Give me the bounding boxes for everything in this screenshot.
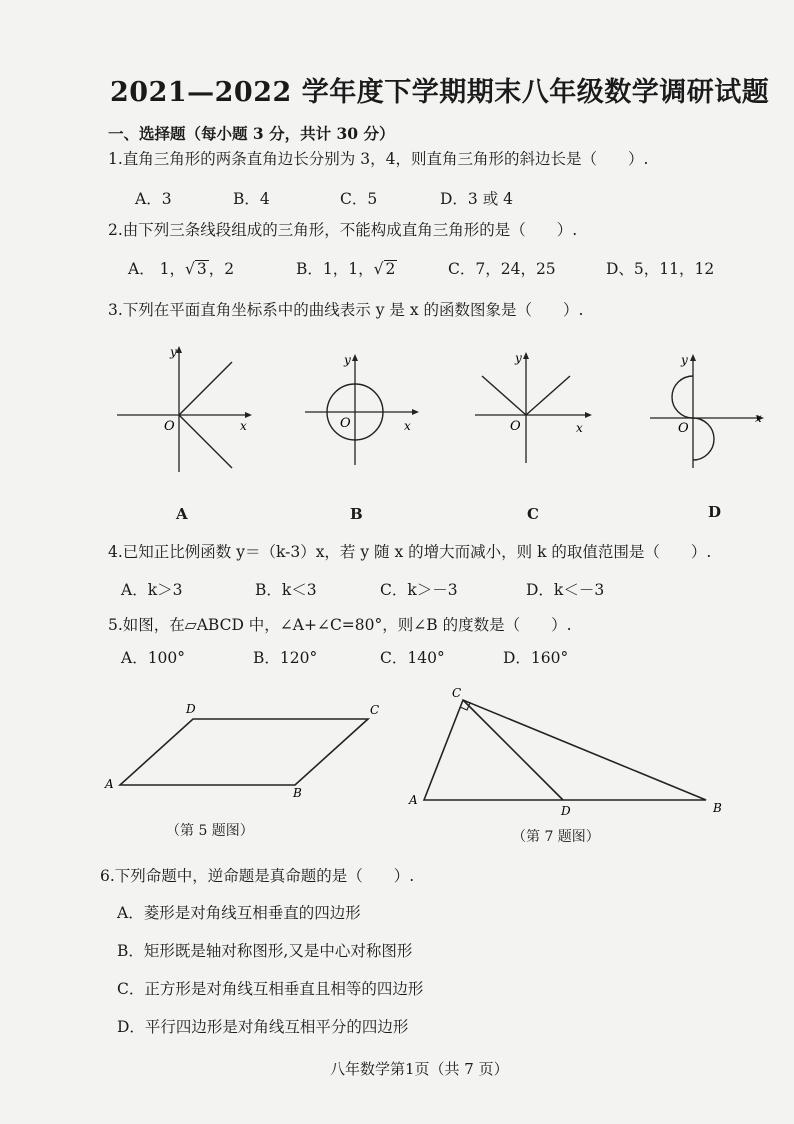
q5-option-c: C．140° [380,649,445,667]
vertex-d-label: D [561,804,571,818]
axis-x-label: x [404,419,411,433]
q4-option-d: D．k＜－3 [526,581,605,599]
origin-label: O [678,421,689,436]
axis-y-label: y [344,353,351,367]
question-2-stem: 2.由下列三条线段组成的三角形，不能构成直角三角形的是（ ）. [108,221,578,239]
q4-option-b: B．k＜3 [255,581,317,599]
section-heading: 一、选择题（每小题 3 分，共计 30 分） [108,124,395,143]
q6-option-c: C．正方形是对角线互相垂直且相等的四边形 [117,980,424,998]
q2-option-a-radicand: 3 [196,260,207,278]
q2-option-c: C．7，24，25 [448,260,556,278]
origin-label: O [164,419,175,434]
q2-option-a-prefix: A． 1， [128,260,185,278]
graph-b [300,350,420,470]
figure-5-parallelogram [100,695,390,805]
q1-option-d: D．3 或 4 [440,190,514,208]
q5-option-a: A．100° [121,649,186,667]
vertex-c-label: C [370,703,380,717]
q6-option-a: A．菱形是对角线互相垂直的四边形 [117,904,361,922]
q2-option-b [296,257,397,279]
q1-option-c: C．5 [340,190,378,208]
q1-option-b: B．4 [233,190,270,208]
origin-label: O [340,416,351,431]
axis-x-label: x [576,421,583,435]
origin-label: O [510,419,521,434]
question-4-stem: 4.已知正比例函数 y＝（k-3）x，若 y 随 x 的增大而减小，则 k 的取值范围是（ ）. [108,543,712,561]
question-1-stem: 1.直角三角形的两条直角边长分别为 3，4，则直角三角形的斜边长是（ ）. [108,150,649,168]
question-6-stem: 6.下列命题中，逆命题是真命题的是（ ）. [100,867,415,885]
q2-option-b-radicand: 2 [385,260,396,278]
q5-option-d: D．160° [503,649,569,667]
sqrt-sign: √ [373,260,384,278]
q4-option-c: C．k＞－3 [380,581,458,599]
axis-y-label: y [515,351,522,365]
q2-option-d: D、5，11，12 [606,260,715,278]
graph-a-label: A [176,505,188,523]
vertex-b-label: B [713,801,722,815]
axis-y-label: y [681,353,688,367]
q4-option-a: A．k＞3 [121,581,183,599]
axis-x-label: x [755,411,762,425]
vertex-a-label: A [105,777,114,791]
q2-option-b-prefix: B．1，1， [296,260,374,278]
q1-option-a: A．3 [135,190,172,208]
q6-option-d: D．平行四边形是对角线互相平分的四边形 [117,1018,409,1036]
question-3-stem: 3.下列在平面直角坐标系中的曲线表示 y 是 x 的函数图象是（ ）. [108,301,584,319]
axis-x-label: x [240,419,247,433]
q2-option-a-suffix: ，2 [208,260,235,278]
graph-c-label: C [527,505,539,523]
graph-d-label: D [708,503,722,521]
q2-option-a [128,257,234,279]
q6-option-b: B．矩形既是轴对称图形,又是中心对称图形 [117,942,413,960]
q5-option-b: B．120° [253,649,318,667]
vertex-b-label: B [293,786,302,800]
exam-title: 2021—2022 学年度下学期期末八年级数学调研试题 [110,77,770,108]
vertex-c-label: C [452,686,462,700]
axis-y-label: y [170,345,177,359]
graph-a [112,342,252,477]
vertex-a-label: A [409,793,418,807]
graph-c [470,348,595,468]
vertex-d-label: D [186,702,196,716]
sqrt-sign: √ [184,260,195,278]
question-5-stem: 5.如图，在▱ABCD 中，∠A+∠C=80°，则∠B 的度数是（ ）. [108,616,572,634]
graph-d [645,350,770,475]
figure-7-caption: （第 7 题图） [512,829,600,845]
graph-b-label: B [350,505,363,523]
figure-7-triangle [400,682,735,822]
figure-5-caption: （第 5 题图） [166,823,254,839]
page-footer: 八年数学第1页（共 7 页） [330,1060,509,1078]
